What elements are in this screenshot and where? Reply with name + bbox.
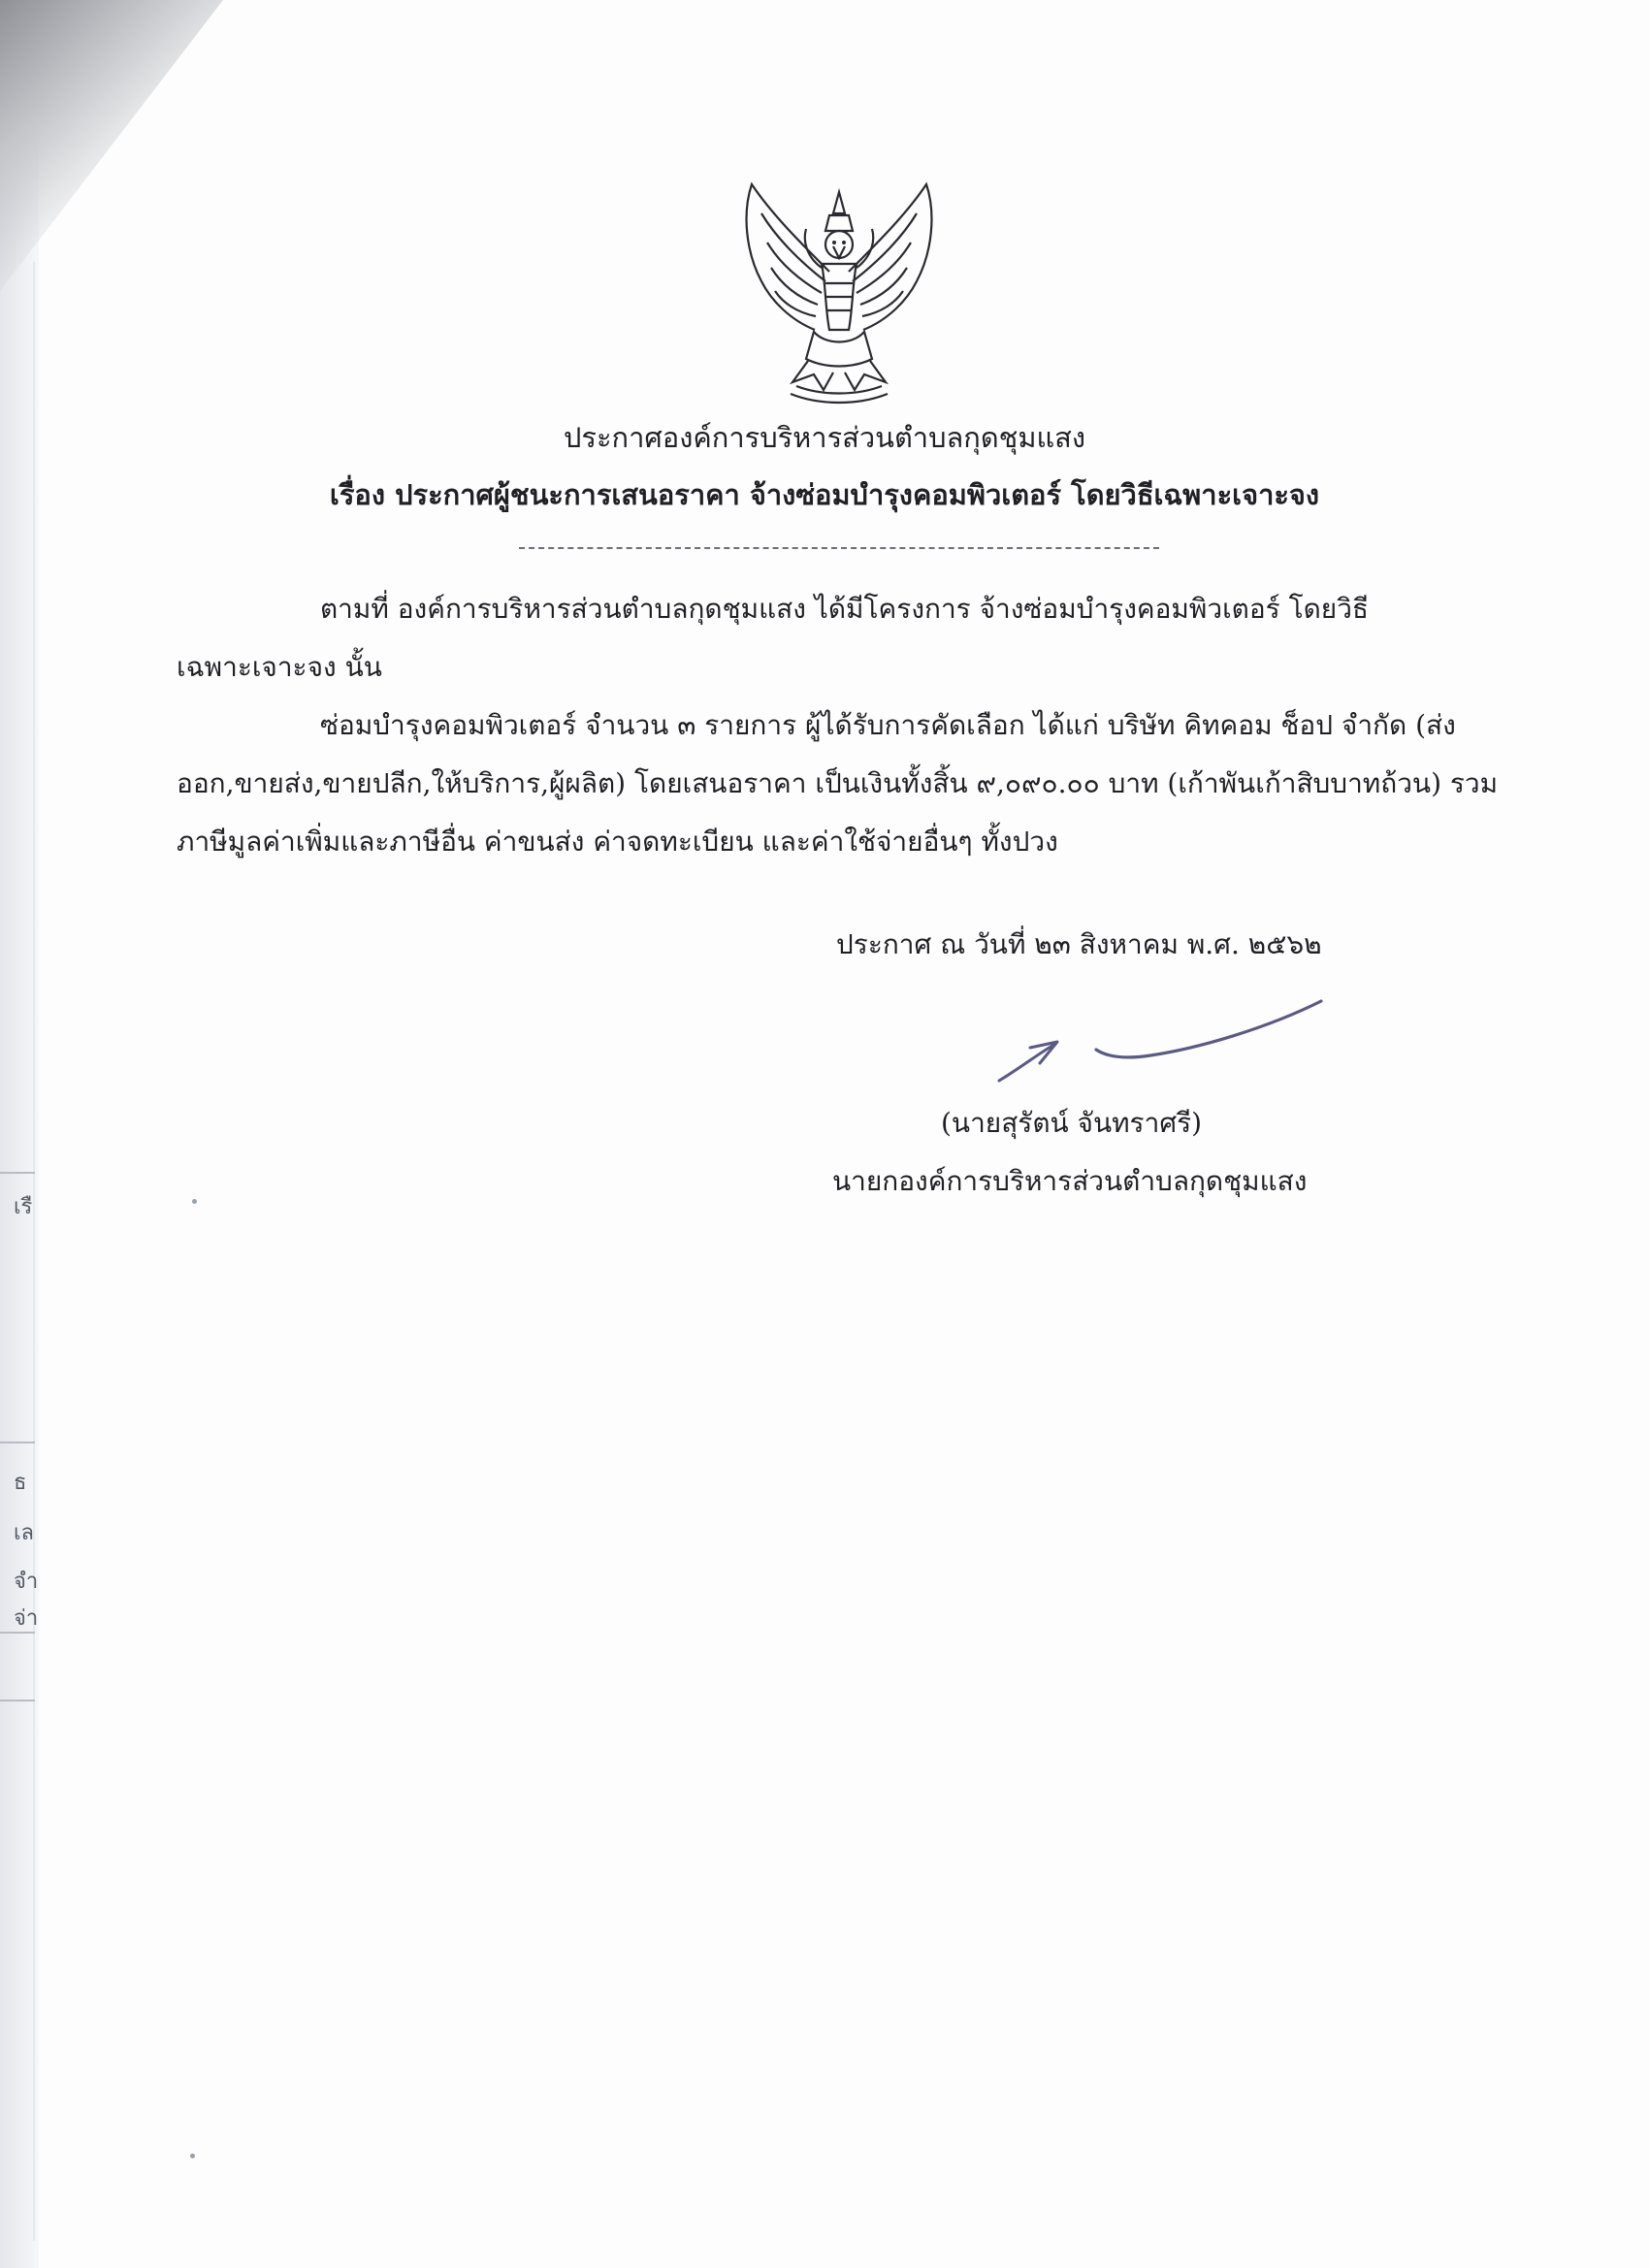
paragraph-winner [177, 697, 1515, 871]
signer-title: นายกองค์การบริหารส่วนตำบลกุดชุมแสง [832, 1165, 1308, 1197]
paragraph-line: ออก,ขายส่ง,ขายปลีก,ให้บริการ,ผู้ผลิต) โดยเสนอราคา เป็นเงินทั้งสิ้น ๙,๐๙๐.๐๐ บาท (เก้าพันเก้าสิบบาทถ้วน) รวม [177, 767, 1499, 799]
underlay-rule [0, 1442, 35, 1443]
paragraph-project [177, 580, 1515, 697]
scan-speck [190, 2154, 195, 2158]
paragraph-line: ตามที่ องค์การบริหารส่วนตำบลกุดชุมแสง ได้มีโครงการ จ้างซ่อมบำรุงคอมพิวเตอร์ โดยวิธี [320, 593, 1370, 625]
announcement-date: ประกาศ ณ วันที่ ๒๓ สิงหาคม พ.ศ. ๒๕๖๒ [836, 928, 1322, 960]
signer-name: (นายสุรัตน์ จันทราศรี) [941, 1107, 1203, 1139]
underlay-fragment: จำ [14, 1570, 39, 1594]
underlay-fragment: เรื [14, 1195, 33, 1219]
folded-page-corner [0, 0, 223, 291]
underlay-rule [0, 1172, 35, 1174]
underlay-fragment: เล [14, 1521, 35, 1545]
page-border-line [33, 262, 35, 2241]
scan-speck [192, 1199, 197, 1204]
paragraph-line: ภาษีมูลค่าเพิ่มและภาษีอื่น ค่าขนส่ง ค่าจดทะเบียน และค่าใช้จ่ายอื่นๆ ทั้งปวง [177, 826, 1058, 858]
handwritten-signature [980, 988, 1339, 1094]
garuda-emblem-icon [732, 175, 946, 407]
underlay-fragment: จ่า [14, 1606, 39, 1631]
paragraph-line: ซ่อมบำรุงคอมพิวเตอร์ จำนวน ๓ รายการ ผู้ได้รับการคัดเลือก ได้แก่ บริษัท คิทคอม ช็อป จำกัด (ส่ง [320, 709, 1456, 741]
underlay-fragment: ธ [14, 1471, 27, 1495]
underlay-rule [0, 1632, 35, 1634]
announcement-title: ประกาศองค์การบริหารส่วนตำบลกุดชุมแสง [563, 421, 1085, 454]
dashed-separator [519, 547, 1159, 549]
underlay-rule [0, 1700, 35, 1701]
announcement-subject: เรื่อง ประกาศผู้ชนะการเสนอราคา จ้างซ่อมบำรุงคอมพิวเตอร์ โดยวิธีเฉพาะเจาะจง [329, 478, 1320, 511]
paragraph-line: เฉพาะเจาะจง นั้น [177, 651, 382, 683]
